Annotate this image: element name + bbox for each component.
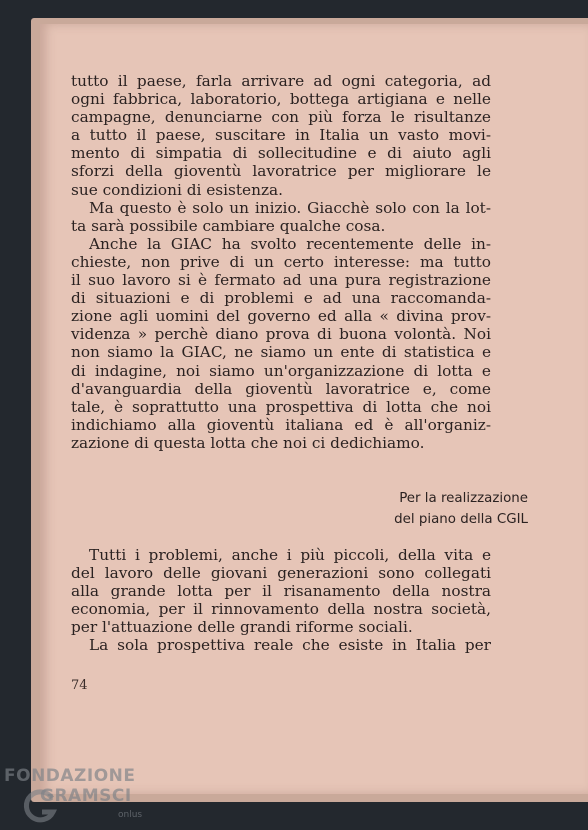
text-line: Anche la GIAC ha svolto recentemente delle in-: [89, 234, 491, 253]
text-line: tutto il paese, farla arrivare ad ogni categoria, ad: [71, 72, 491, 90]
text-line: il suo lavoro si è fermato ad una pura registrazione: [71, 271, 491, 290]
text-line: zazione di questa lotta che noi ci dedichiamo.: [71, 433, 425, 452]
text-line: del lavoro delle giovani generazioni sono collegati: [71, 564, 491, 583]
text-line: non siamo la GIAC, ne siamo un ente di statistica e: [71, 343, 491, 362]
watermark-logo: [0, 762, 150, 830]
watermark-line: onlus: [118, 810, 143, 820]
text-line: per l'attuazione delle grandi riforme sociali.: [71, 618, 413, 637]
text-line: a tutto il paese, suscitare in Italia un vasto movi-: [71, 126, 491, 145]
body-text-bottom: [71, 546, 491, 655]
text-line: campagne, denunciarne con più forza le risultanze: [71, 108, 491, 127]
text-line: La sola prospettiva reale che esiste in Italia per: [89, 636, 491, 655]
text-line: zione agli uomini del governo ed alla « divina prov-: [71, 307, 491, 326]
text-line: sue condizioni di esistenza.: [71, 180, 283, 199]
watermark-line: FONDAZIONE: [4, 766, 136, 786]
text-line: mento di simpatia di sollecitudine e di aiuto agli: [71, 144, 491, 163]
page-number: 74: [71, 678, 88, 693]
text-line: sforzi della gioventù lavoratrice per migliorare le: [71, 162, 491, 181]
text-line: di situazioni e di problemi e ad una raccomanda-: [71, 289, 491, 308]
text-line: Ma questo è solo un inizio. Giacchè solo con la lot-: [89, 198, 491, 217]
text-line: tale, è soprattutto una prospettiva di lotta che noi: [71, 397, 491, 416]
text-line: d'avanguardia della gioventù lavoratrice e, come: [71, 379, 491, 398]
text-line: Tutti i problemi, anche i più piccoli, della vita e: [89, 546, 491, 564]
text-line: indichiamo alla gioventù italiana ed è all'organiz-: [71, 415, 491, 434]
section-heading: [394, 488, 528, 530]
watermark-line: GRAMSCI: [40, 786, 132, 806]
text-line: ogni fabbrica, laboratorio, bottega artigiana e nelle: [71, 90, 491, 109]
section-heading-line: del piano della CGIL: [394, 512, 528, 527]
text-line: di indagine, noi siamo un'organizzazione di lotta e: [71, 361, 491, 380]
section-heading-line: Per la realizzazione: [399, 491, 528, 506]
body-text-top: [71, 72, 491, 452]
text-line: alla grande lotta per il risanamento della nostra: [71, 582, 491, 601]
text-line: ta sarà possibile cambiare qualche cosa.: [71, 216, 386, 235]
text-line: economia, per il rinnovamento della nostra società,: [71, 600, 491, 619]
text-line: videnza » perchè diano prova di buona volontà. Noi: [71, 325, 491, 344]
text-line: chieste, non prive di un certo interesse: ma tutto: [71, 252, 491, 271]
